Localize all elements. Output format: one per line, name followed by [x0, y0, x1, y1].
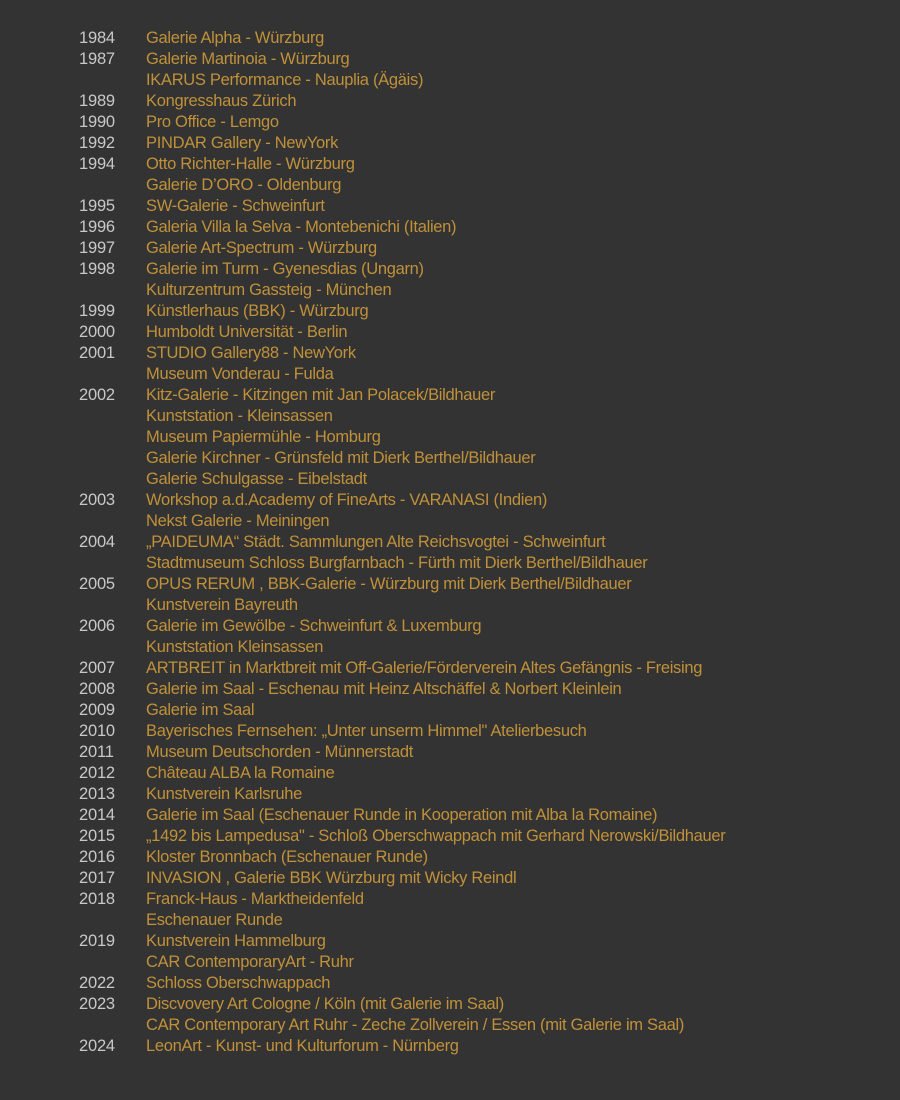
exhibition-year: 2024: [79, 1037, 115, 1055]
exhibition-year: 2018: [79, 890, 115, 908]
exhibition-venue: Galeria Villa la Selva - Montebenichi (Italien): [146, 218, 457, 236]
exhibition-year: 2015: [79, 827, 115, 845]
exhibition-venue: „1492 bis Lampedusa" - Schloß Oberschwappach mit Gerhard Nerowski/Bildhauer: [146, 827, 726, 845]
exhibition-venue: Galerie im Saal: [146, 701, 255, 719]
exhibition-year: 2007: [79, 659, 115, 677]
exhibition-row: [0, 175, 900, 196]
exhibition-row: [0, 763, 900, 784]
exhibition-row: [0, 343, 900, 364]
exhibition-venue: SW-Galerie - Schweinfurt: [146, 197, 325, 215]
exhibition-year: 2016: [79, 848, 115, 866]
exhibition-year: 1987: [79, 50, 115, 68]
exhibition-year: 2003: [79, 491, 115, 509]
exhibition-venue: ARTBREIT in Marktbreit mit Off-Galerie/Förderverein Altes Gefängnis - Freising: [146, 659, 703, 677]
exhibition-year: 2004: [79, 533, 115, 551]
exhibition-year: 2000: [79, 323, 115, 341]
exhibition-row: [0, 616, 900, 637]
exhibition-venue: CAR Contemporary Art Ruhr - Zeche Zollverein / Essen (mit Galerie im Saal): [146, 1016, 685, 1034]
exhibition-year: 1984: [79, 29, 115, 47]
exhibition-venue: Schloss Oberschwappach: [146, 974, 331, 992]
exhibition-venue: Galerie Art-Spectrum - Würzburg: [146, 239, 377, 257]
exhibition-row: [0, 700, 900, 721]
exhibition-row: [0, 406, 900, 427]
exhibition-year: 2012: [79, 764, 115, 782]
exhibition-venue: Museum Deutschorden - Münnerstadt: [146, 743, 414, 761]
exhibition-row: [0, 217, 900, 238]
exhibition-list: [0, 28, 900, 1057]
exhibition-row: [0, 742, 900, 763]
exhibition-venue: Galerie Schulgasse - Eibelstadt: [146, 470, 367, 488]
exhibition-venue: Galerie D’ORO - Oldenburg: [146, 176, 342, 194]
exhibition-venue: Kunstverein Hammelburg: [146, 932, 326, 950]
exhibition-year: 2011: [79, 743, 114, 761]
exhibition-row: [0, 931, 900, 952]
exhibition-venue: Kunststation Kleinsassen: [146, 638, 324, 656]
exhibition-year: 1999: [79, 302, 115, 320]
exhibition-row: [0, 805, 900, 826]
exhibition-venue: Kongresshaus Zürich: [146, 92, 297, 110]
exhibition-venue: Château ALBA la Romaine: [146, 764, 335, 782]
exhibition-venue: Eschenauer Runde: [146, 911, 283, 929]
exhibition-venue: Galerie Martinoia - Würzburg: [146, 50, 350, 68]
exhibition-row: [0, 28, 900, 49]
exhibition-venue: IKARUS Performance - Nauplia (Ägäis): [146, 71, 424, 89]
exhibition-venue: Galerie im Saal (Eschenauer Runde in Kooperation mit Alba la Romaine): [146, 806, 658, 824]
exhibition-venue: Galerie Kirchner - Grünsfeld mit Dierk Berthel/Bildhauer: [146, 449, 536, 467]
exhibition-row: [0, 574, 900, 595]
exhibition-row: [0, 49, 900, 70]
exhibition-row: [0, 595, 900, 616]
exhibition-row: [0, 133, 900, 154]
exhibition-venue: Kunststation - Kleinsassen: [146, 407, 333, 425]
exhibition-venue: Stadtmuseum Schloss Burgfarnbach - Fürth mit Dierk Berthel/Bildhauer: [146, 554, 648, 572]
exhibition-year: 2010: [79, 722, 115, 740]
exhibition-venue: Workshop a.d.Academy of FineArts - VARANASI (Indien): [146, 491, 548, 509]
exhibition-venue: Kulturzentrum Gassteig - München: [146, 281, 392, 299]
exhibition-year: 2017: [79, 869, 115, 887]
exhibition-venue: Kunstverein Karlsruhe: [146, 785, 303, 803]
exhibition-row: [0, 490, 900, 511]
exhibition-year: 2019: [79, 932, 115, 950]
exhibition-row: [0, 70, 900, 91]
exhibition-venue: LeonArt - Kunst- und Kulturforum - Nürnberg: [146, 1037, 459, 1055]
exhibition-row: [0, 154, 900, 175]
exhibition-row: [0, 385, 900, 406]
exhibition-venue: STUDIO Gallery88 - NewYork: [146, 344, 356, 362]
exhibition-row: [0, 553, 900, 574]
exhibition-row: [0, 784, 900, 805]
exhibition-venue: Museum Papiermühle - Homburg: [146, 428, 381, 446]
exhibition-venue: Franck-Haus - Marktheidenfeld: [146, 890, 364, 908]
exhibition-year: 2005: [79, 575, 115, 593]
exhibition-venue: Kitz-Galerie - Kitzingen mit Jan Polacek/Bildhauer: [146, 386, 496, 404]
exhibition-venue: CAR ContemporaryArt - Ruhr: [146, 953, 354, 971]
exhibition-row: [0, 196, 900, 217]
exhibition-row: [0, 1036, 900, 1057]
exhibition-row: [0, 511, 900, 532]
exhibition-year: 1995: [79, 197, 115, 215]
exhibition-venue: Galerie Alpha - Würzburg: [146, 29, 325, 47]
exhibition-year: 1992: [79, 134, 115, 152]
exhibition-year: 1994: [79, 155, 115, 173]
exhibition-venue: OPUS RERUM , BBK-Galerie - Würzburg mit Dierk Berthel/Bildhauer: [146, 575, 632, 593]
exhibition-row: [0, 994, 900, 1015]
exhibition-row: [0, 259, 900, 280]
exhibition-venue: Kunstverein Bayreuth: [146, 596, 298, 614]
exhibition-venue: INVASION , Galerie BBK Würzburg mit Wicky Reindl: [146, 869, 517, 887]
exhibition-row: [0, 658, 900, 679]
exhibition-year: 1996: [79, 218, 115, 236]
exhibition-year: 2023: [79, 995, 115, 1013]
exhibition-row: [0, 91, 900, 112]
exhibition-venue: Museum Vonderau - Fulda: [146, 365, 334, 383]
exhibition-venue: PINDAR Gallery - NewYork: [146, 134, 339, 152]
exhibition-year: 2009: [79, 701, 115, 719]
exhibition-row: [0, 721, 900, 742]
exhibition-row: [0, 1015, 900, 1036]
exhibition-year: 2001: [79, 344, 115, 362]
exhibition-row: [0, 112, 900, 133]
exhibition-venue: Galerie im Saal - Eschenau mit Heinz Altschäffel & Norbert Kleinlein: [146, 680, 622, 698]
exhibition-venue: Otto Richter-Halle - Würzburg: [146, 155, 355, 173]
exhibition-year: 2008: [79, 680, 115, 698]
exhibition-venue: Galerie im Gewölbe - Schweinfurt & Luxemburg: [146, 617, 482, 635]
exhibition-venue: Discvovery Art Cologne / Köln (mit Galerie im Saal): [146, 995, 504, 1013]
exhibition-row: [0, 364, 900, 385]
exhibition-row: [0, 910, 900, 931]
exhibition-row: [0, 973, 900, 994]
exhibition-year: 1998: [79, 260, 115, 278]
exhibition-row: [0, 469, 900, 490]
exhibition-row: [0, 952, 900, 973]
exhibition-venue: Pro Office - Lemgo: [146, 113, 279, 131]
exhibition-venue: Künstlerhaus (BBK) - Würzburg: [146, 302, 369, 320]
exhibition-year: 1997: [79, 239, 115, 257]
exhibition-year: 1989: [79, 92, 115, 110]
exhibition-row: [0, 889, 900, 910]
exhibition-venue: Kloster Bronnbach (Eschenauer Runde): [146, 848, 428, 866]
exhibition-venue: „PAIDEUMA“ Städt. Sammlungen Alte Reichsvogtei - Schweinfurt: [146, 533, 606, 551]
exhibition-year: 2013: [79, 785, 115, 803]
exhibition-year: 2002: [79, 386, 115, 404]
exhibition-venue: Bayerisches Fernsehen: „Unter unserm Himmel" Atelierbesuch: [146, 722, 587, 740]
exhibition-year: 1990: [79, 113, 115, 131]
exhibition-venue: Nekst Galerie - Meiningen: [146, 512, 330, 530]
exhibition-row: [0, 448, 900, 469]
exhibition-row: [0, 322, 900, 343]
exhibition-venue: Galerie im Turm - Gyenesdias (Ungarn): [146, 260, 424, 278]
exhibition-row: [0, 301, 900, 322]
exhibition-row: [0, 637, 900, 658]
exhibition-row: [0, 847, 900, 868]
exhibition-row: [0, 868, 900, 889]
exhibition-row: [0, 238, 900, 259]
exhibition-row: [0, 532, 900, 553]
exhibition-year: 2006: [79, 617, 115, 635]
exhibition-row: [0, 826, 900, 847]
exhibition-year: 2014: [79, 806, 115, 824]
exhibition-row: [0, 679, 900, 700]
exhibition-venue: Humboldt Universität - Berlin: [146, 323, 348, 341]
exhibition-year: 2022: [79, 974, 115, 992]
exhibition-row: [0, 427, 900, 448]
exhibition-row: [0, 280, 900, 301]
